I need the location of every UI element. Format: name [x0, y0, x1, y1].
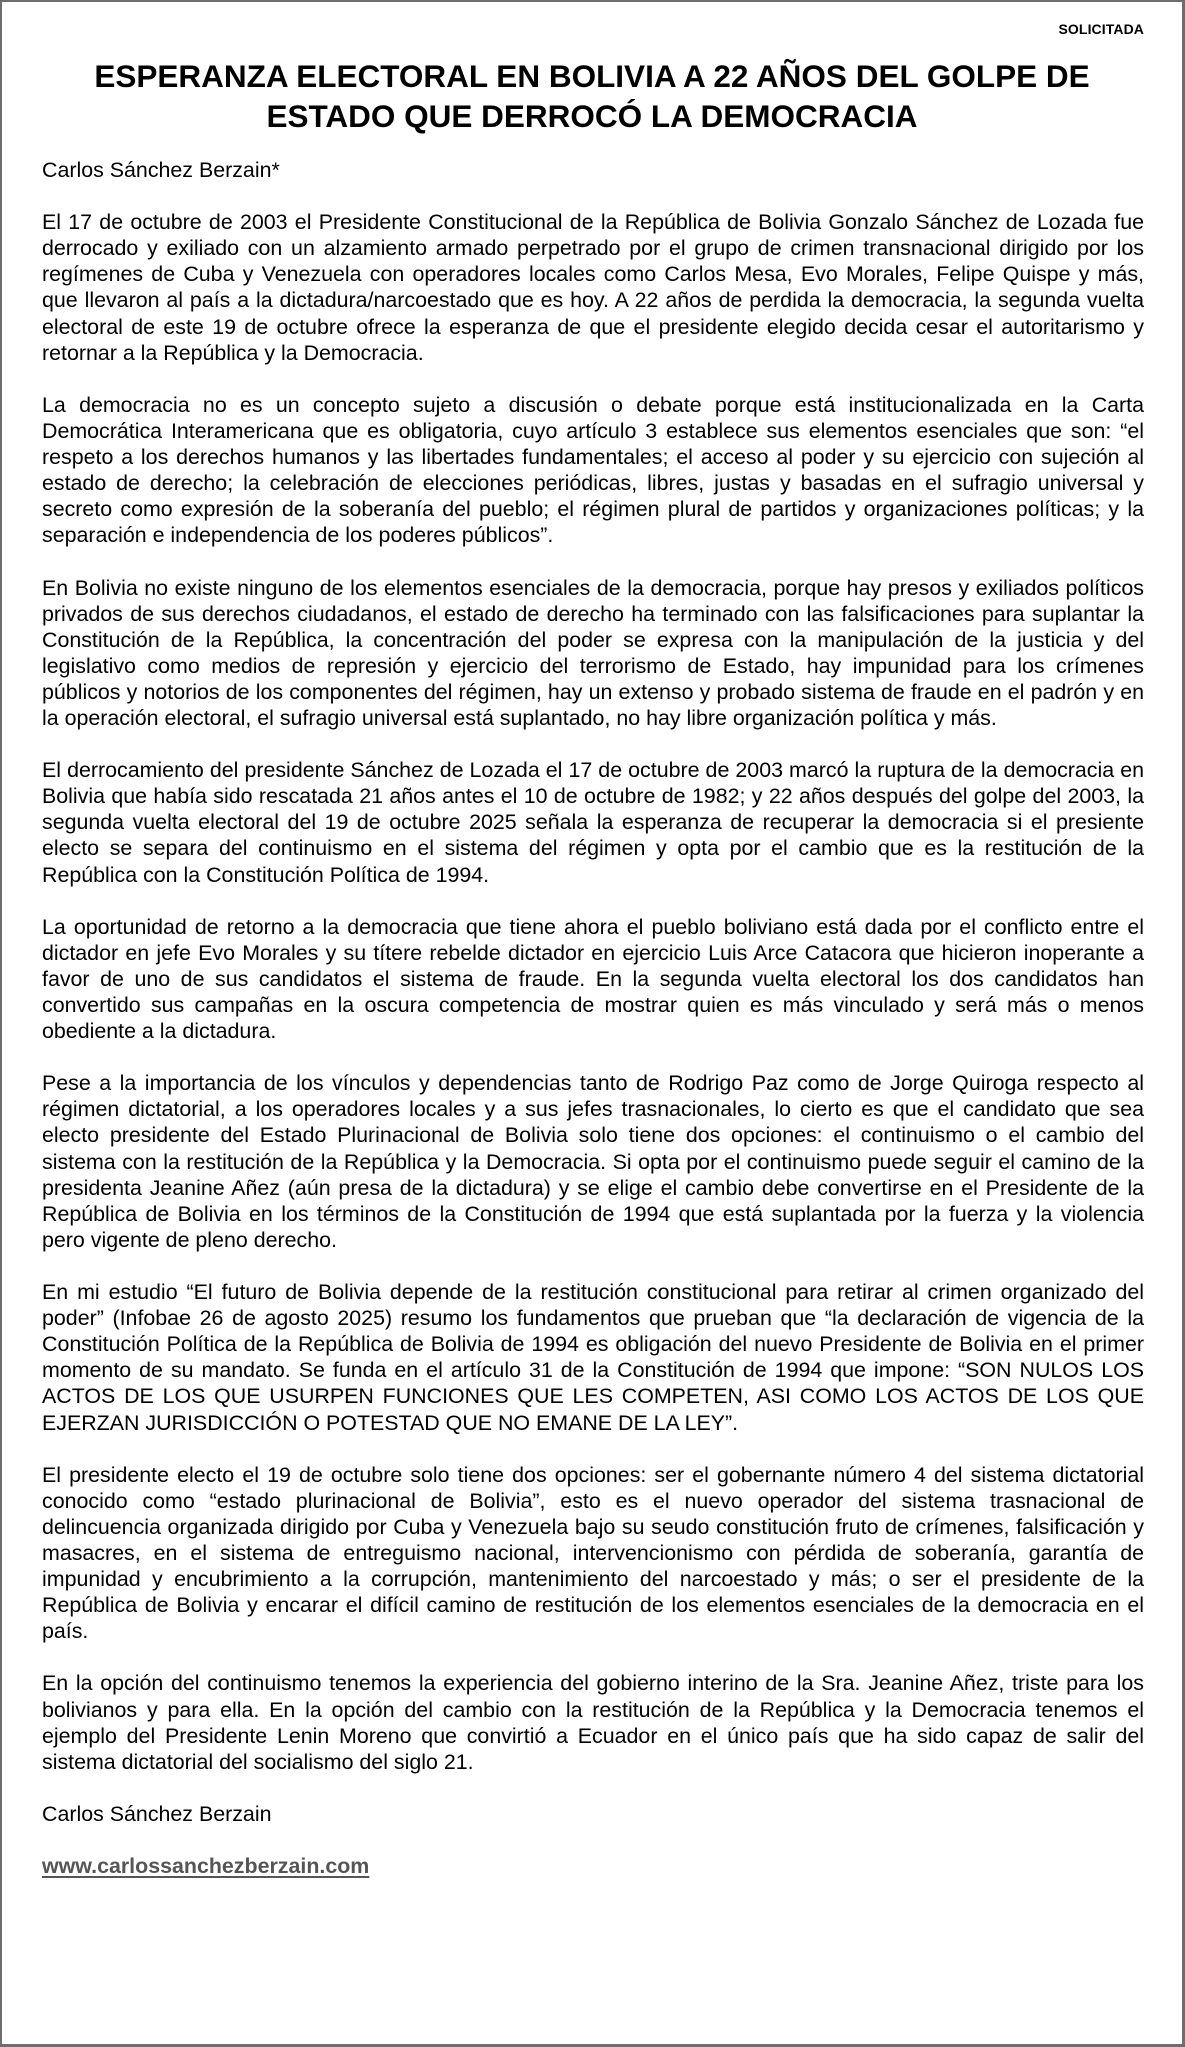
paragraph-2: La democracia no es un concepto sujeto a discusión o debate porque está institucionalizada en la Carta Democrática Interamericana que es obligatoria, cuyo artículo 3 establece sus elementos esenciales que son: “el respeto a los derechos humanos y las libertades fundamentales; el acceso al poder y su ejercicio con sujeción al estado de derecho; la celebración de elecciones periódicas, libres, justas y basadas en el sufragio universal y secreto como expresión de la soberanía del pueblo; el régimen plural de partidos y organizaciones políticas; y la separación e independencia de los poderes públicos”. — [42, 392, 1144, 548]
section-tag: SOLICITADA — [1058, 21, 1144, 37]
author-byline: Carlos Sánchez Berzain* — [42, 158, 280, 182]
paragraph-4: El derrocamiento del presidente Sánchez de Lozada el 17 de octubre de 2003 marcó la ruptura de la democracia en Bolivia que había sido rescatada 21 años antes el 10 de octubre de 1982; y 22 años después del golpe del 2003, la segunda vuelta electoral del 19 de octubre 2025 señala la esperanza de recuperar la democracia si el presiente electo se separa del continuismo en el sistema del régimen y opta por el cambio que es la restitución de la República con la Constitución Política de 1994. — [42, 758, 1144, 887]
paragraph-1: El 17 de octubre de 2003 el Presidente Constitucional de la República de Bolivia Gonzalo Sánchez de Lozada fue derrocado y exiliado con un alzamiento armado perpetrado por el grupo de crimen transnacional dirigido por los regímenes de Cuba y Venezuela con operadores locales como Carlos Mesa, Evo Morales, Felipe Quispe y más, que llevaron al país a la dictadura/narcoestado que es hoy. A 22 años de perdida la democracia, la segunda vuelta electoral de este 19 de octubre ofrece la esperanza de que el presidente elegido decida cesar el autoritarismo y retornar a la República y la Democracia. — [42, 210, 1144, 365]
signature: Carlos Sánchez Berzain — [42, 1801, 272, 1826]
article-body — [42, 157, 1144, 1905]
website-link[interactable]: www.carlossanchezberzain.com — [42, 1854, 370, 1879]
paragraph-5: La oportunidad de retorno a la democracia que tiene ahora el pueblo boliviano está dada por el conflicto entre el dictador en jefe Evo Morales y su títere rebelde dictador en ejercicio Luis Arce Catacora que hicieron inoperante a favor de uno de sus candidatos el sistema de fraude. En la segunda vuelta electoral los dos candidatos han convertido sus campañas en la oscura competencia de mostrar quien es más vinculado y será más o menos obediente a la dictadura. — [42, 914, 1144, 1044]
article-title: ESPERANZA ELECTORAL EN BOLIVIA A 22 AÑOS DEL GOLPE DE ESTADO QUE DERROCÓ LA DEMOCRACIA — [94, 58, 1090, 134]
paragraph-8: El presidente electo el 19 de octubre solo tiene dos opciones: ser el gobernante número 4 del sistema dictatorial conocido como “estado plurinacional de Bolivia”, esto es el nuevo operador del sistema trasnacional de delincuencia organizada dirigido por Cuba y Venezuela bajo su seudo constitución fruto de crímenes, falsificación y masacres, en el sistema de entreguismo nacional, intervencionismo con pérdida de soberanía, garantía de impunidad y encubrimiento a la corrupción, mantenimiento del narcoestado y más; o ser el presidente de la República de Bolivia y encarar el difícil camino de restitución de los elementos esenciales de la democracia en el país. — [42, 1462, 1144, 1644]
paragraph-3: En Bolivia no existe ninguno de los elementos esenciales de la democracia, porque hay presos y exiliados políticos privados de sus derechos ciudadanos, el estado de derecho ha terminado con las falsificaciones para suplantar la Constitución de la República, la concentración del poder se expresa con la manipulación de la justicia y del legislativo como medios de represión y ejercicio del terrorismo de Estado, hay impunidad para los crímenes públicos y notorios de los componentes del régimen, hay un extenso y probado sistema de fraude en el padrón y en la operación electoral, el sufragio universal está suplantado, no hay libre organización política y más. — [42, 575, 1144, 730]
paragraph-7: En mi estudio “El futuro de Bolivia depende de la restitución constitucional para retirar al crimen organizado del poder” (Infobae 26 de agosto 2025) resumo los fundamentos que prueban que “la declaración de vigencia de la Constitución Política de la República de Bolivia de 1994 es obligación del nuevo Presidente de Bolivia en el primer momento de su mandato. Se funda en el artículo 31 de la Constitución de 1994 que impone: “SON NULOS LOS ACTOS DE LOS QUE USURPEN FUNCIONES QUE LES COMPETEN, ASI COMO LOS ACTOS DE LOS QUE EJERZAN JURISDICCIÓN O POTESTAD QUE NO EMANE DE LA LEY”. — [42, 1280, 1144, 1435]
paragraph-9: En la opción del continuismo tenemos la experiencia del gobierno interino de la Sra. Jeanine Añez, triste para los bolivianos y para ella. En la opción del cambio con la restitución de la República y la Democracia tenemos el ejemplo del Presidente Lenin Moreno que convirtió a Ecuador en el único país que ha sido capaz de salir del sistema dictatorial del socialismo del siglo 21. — [42, 1671, 1144, 1774]
paragraph-6: Pese a la importancia de los vínculos y dependencias tanto de Rodrigo Paz como de Jorge Quiroga respecto al régimen dictatorial, a los operadores locales y a sus jefes trasnacionales, lo cierto es que el candidato que sea electo presidente del Estado Plurinacional de Bolivia solo tiene dos opciones: el continuismo o el cambio del sistema con la restitución de la República y la Democracia. Si opta por el continuismo puede seguir el camino de la presidenta Jeanine Añez (aún presa de la dictadura) y se elige el cambio debe convertirse en el Presidente de la República de Bolivia en los términos de la Constitución de 1994 que está suplantada por la fuerza y la violencia pero vigente de pleno derecho. — [42, 1071, 1144, 1252]
